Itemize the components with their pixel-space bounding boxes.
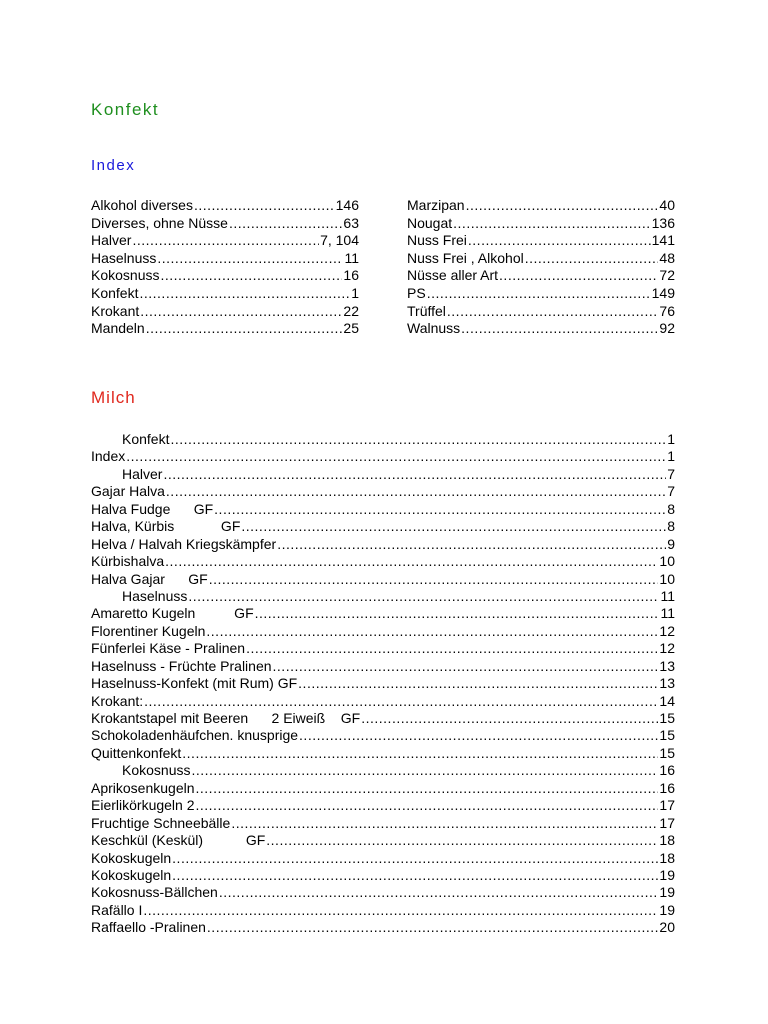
entry-page-number: 16 <box>343 267 359 284</box>
section-heading-milch: Milch <box>91 388 136 407</box>
dot-leader <box>170 431 666 448</box>
entry-page-number: 8 <box>667 518 675 535</box>
entry-page-number: 14 <box>659 692 675 709</box>
entry-label: Krokantstapel mit Beeren 2 Eiweiß GF <box>91 710 361 726</box>
entry-page-number: 8 <box>667 500 675 517</box>
dot-leader <box>361 710 658 727</box>
dot-leader <box>499 267 658 285</box>
entry-label: Haselnuss <box>122 587 188 604</box>
entry-label: Haselnuss-Konfekt (mit Rum) GF <box>91 675 298 692</box>
toc-entry[interactable] <box>91 466 675 483</box>
index-entry[interactable] <box>407 197 675 215</box>
entry-page-number: 7, 104 <box>320 232 359 249</box>
entry-label: Kokoskugeln <box>91 849 172 866</box>
toc-entry[interactable] <box>91 431 675 448</box>
entry-page-number: 18 <box>659 832 675 849</box>
entry-page-number: 11 <box>660 587 675 604</box>
entry-page-number: 25 <box>343 320 359 337</box>
dot-leader <box>299 727 658 744</box>
entry-label: Kokoskugeln <box>91 866 172 883</box>
dot-leader <box>140 303 342 321</box>
dot-leader <box>466 197 659 215</box>
entry-page-number: 11 <box>660 605 675 622</box>
entry-page-number: 22 <box>343 302 359 319</box>
entry-label: Nougat <box>407 214 453 231</box>
toc-entry[interactable] <box>91 553 675 570</box>
entry-page-number: 40 <box>659 197 675 213</box>
index-entry[interactable] <box>91 250 359 268</box>
toc-entry[interactable] <box>91 571 675 588</box>
dot-leader <box>273 658 659 675</box>
index-entry[interactable] <box>91 232 359 250</box>
dot-leader <box>160 267 342 285</box>
toc-entry[interactable] <box>91 780 675 797</box>
entry-page-number: 19 <box>659 901 675 918</box>
entry-label: Raffaello -Pralinen <box>91 919 206 936</box>
toc-entry[interactable] <box>91 815 675 832</box>
entry-label: Halva Gajar GF <box>91 570 208 587</box>
index-entry[interactable] <box>407 250 675 268</box>
entry-page-number: 149 <box>651 284 675 301</box>
entry-page-number: 18 <box>659 849 675 866</box>
dot-leader <box>229 215 342 233</box>
toc-entry[interactable] <box>91 919 675 936</box>
entry-page-number: 19 <box>659 866 675 883</box>
toc-entry[interactable] <box>91 501 675 518</box>
entry-label: Rafällo I <box>91 901 143 918</box>
index-entry[interactable] <box>91 320 359 338</box>
entry-page-number: 7 <box>667 465 675 482</box>
table-of-contents <box>91 431 675 937</box>
dot-leader <box>163 466 666 483</box>
toc-entry[interactable] <box>91 588 675 605</box>
dot-leader <box>132 232 319 250</box>
entry-label: Kokosnuss <box>91 267 160 284</box>
toc-entry[interactable] <box>91 884 675 901</box>
index-entry[interactable] <box>407 285 675 303</box>
entry-label: Krokant: <box>91 692 144 709</box>
toc-entry[interactable] <box>91 867 675 884</box>
dot-leader <box>172 850 658 867</box>
toc-entry[interactable] <box>91 762 675 779</box>
entry-label: Krokant <box>91 302 140 319</box>
index-column-left <box>91 197 359 338</box>
entry-page-number: 1 <box>667 448 675 465</box>
index-column-right <box>407 197 675 338</box>
dot-leader <box>126 448 666 465</box>
section-heading-konfekt: Konfekt <box>91 100 160 119</box>
entry-label: Halva, Kürbis GF <box>91 518 241 535</box>
entry-page-number: 16 <box>659 779 675 796</box>
dot-leader <box>165 553 658 570</box>
dot-leader <box>188 588 659 605</box>
entry-label: Kokosnuss <box>122 762 191 779</box>
index-entry[interactable] <box>407 320 675 338</box>
toc-entry[interactable] <box>91 536 675 553</box>
dot-leader <box>298 675 658 692</box>
toc-entry[interactable] <box>91 850 675 867</box>
dot-leader <box>182 745 658 762</box>
dot-leader <box>427 285 651 303</box>
entry-label: PS <box>407 284 426 301</box>
entry-page-number: 15 <box>659 744 675 761</box>
dot-leader <box>277 536 666 553</box>
entry-page-number: 15 <box>659 710 675 726</box>
dot-leader <box>461 320 658 338</box>
toc-entry[interactable] <box>91 448 675 465</box>
dot-leader <box>166 483 666 500</box>
entry-page-number: 7 <box>667 483 675 500</box>
entry-label: Gajar Halva <box>91 483 165 500</box>
entry-label: Konfekt <box>122 431 170 447</box>
entry-label: Konfekt <box>91 284 139 301</box>
subheading-index: Index <box>91 157 136 174</box>
index-entry[interactable] <box>91 197 359 215</box>
dot-leader <box>191 762 658 779</box>
dot-leader <box>453 215 650 233</box>
dot-leader <box>246 640 658 657</box>
entry-page-number: 76 <box>659 302 675 319</box>
index-entry[interactable] <box>407 215 675 233</box>
entry-page-number: 12 <box>659 622 675 639</box>
entry-label: Marzipan <box>407 197 465 213</box>
toc-entry[interactable] <box>91 675 675 692</box>
entry-label: Schokoladenhäufchen. knusprige <box>91 727 299 744</box>
entry-page-number: 10 <box>659 553 675 570</box>
entry-page-number: 19 <box>659 884 675 901</box>
entry-label: Nuss Frei <box>407 232 467 249</box>
entry-page-number: 13 <box>659 657 675 674</box>
entry-page-number: 48 <box>659 249 675 266</box>
dot-leader <box>172 867 658 884</box>
entry-page-number: 12 <box>659 640 675 657</box>
toc-entry[interactable] <box>91 832 675 849</box>
entry-page-number: 1 <box>351 284 359 301</box>
entry-label: Alkohol diverses <box>91 197 193 213</box>
index-entry[interactable] <box>91 267 359 285</box>
toc-entry[interactable] <box>91 640 675 657</box>
entry-page-number: 11 <box>344 249 359 266</box>
dot-leader <box>144 693 658 710</box>
dot-leader <box>255 605 660 622</box>
entry-label: Halver <box>91 232 132 249</box>
dot-leader <box>194 197 335 215</box>
entry-page-number: 146 <box>335 197 359 213</box>
entry-label: Florentiner Kugeln <box>91 622 206 639</box>
entry-page-number: 16 <box>659 762 675 779</box>
dot-leader <box>196 780 659 797</box>
entry-page-number: 136 <box>651 214 675 231</box>
entry-label: Eierlikörkugeln 2 <box>91 797 195 814</box>
entry-label: Kürbishalva <box>91 553 165 570</box>
toc-entry[interactable] <box>91 623 675 640</box>
entry-label: Quittenkonfekt <box>91 744 182 761</box>
index-entry[interactable] <box>407 232 675 250</box>
dot-leader <box>146 320 343 338</box>
entry-page-number: 10 <box>659 570 675 587</box>
index-entry[interactable] <box>91 285 359 303</box>
entry-label: Haselnuss <box>91 249 157 266</box>
dot-leader <box>214 501 666 518</box>
dot-leader <box>139 285 350 303</box>
entry-page-number: 92 <box>659 320 675 337</box>
dot-leader <box>231 815 658 832</box>
index-entry[interactable] <box>407 267 675 285</box>
toc-entry[interactable] <box>91 693 675 710</box>
toc-entry[interactable] <box>91 518 675 535</box>
toc-entry[interactable] <box>91 902 675 919</box>
entry-label: Keschkül (Keskül) GF <box>91 832 266 849</box>
toc-entry[interactable] <box>91 745 675 762</box>
dot-leader <box>196 797 659 814</box>
entry-label: Fruchtige Schneebälle <box>91 814 231 831</box>
entry-label: Aprikosenkugeln <box>91 779 195 796</box>
entry-label: Kokosnuss-Bällchen <box>91 884 218 901</box>
entry-label: Haselnuss - Früchte Pralinen <box>91 657 272 674</box>
dot-leader <box>219 884 659 901</box>
entry-label: Trüffel <box>407 302 446 319</box>
entry-label: Walnuss <box>407 320 461 337</box>
dot-leader <box>157 250 343 268</box>
entry-page-number: 141 <box>651 232 675 249</box>
dot-leader <box>447 303 659 321</box>
dot-leader <box>468 232 651 250</box>
entry-label: Halver <box>122 465 163 482</box>
entry-label: Index <box>91 448 126 465</box>
dot-leader <box>143 902 658 919</box>
entry-label: Helva / Halvah Kriegskämpfer <box>91 535 277 552</box>
entry-label: Nüsse aller Art <box>407 267 499 284</box>
entry-label: Halva Fudge GF <box>91 500 214 517</box>
entry-page-number: 15 <box>659 727 675 744</box>
dot-leader <box>266 832 658 849</box>
dot-leader <box>525 250 659 268</box>
entry-page-number: 1 <box>667 431 675 447</box>
entry-label: Mandeln <box>91 320 145 337</box>
dot-leader <box>207 919 659 936</box>
toc-entry[interactable] <box>91 483 675 500</box>
entry-label: Fünferlei Käse - Pralinen <box>91 640 246 657</box>
entry-label: Diverses, ohne Nüsse <box>91 214 228 231</box>
entry-page-number: 63 <box>343 214 359 231</box>
entry-label: Amaretto Kugeln GF <box>91 605 254 622</box>
entry-page-number: 20 <box>659 919 675 936</box>
toc-entry[interactable] <box>91 727 675 744</box>
dot-leader <box>241 518 666 535</box>
entry-label: Nuss Frei , Alkohol <box>407 249 524 266</box>
entry-page-number: 72 <box>659 267 675 284</box>
toc-entry[interactable] <box>91 710 675 727</box>
index-entry[interactable] <box>91 303 359 321</box>
entry-page-number: 9 <box>667 535 675 552</box>
index-entry[interactable] <box>91 215 359 233</box>
entry-page-number: 13 <box>659 675 675 692</box>
dot-leader <box>209 571 659 588</box>
entry-page-number: 17 <box>659 814 675 831</box>
toc-entry[interactable] <box>91 797 675 814</box>
toc-entry[interactable] <box>91 658 675 675</box>
entry-page-number: 17 <box>659 797 675 814</box>
index-entry[interactable] <box>407 303 675 321</box>
toc-entry[interactable] <box>91 605 675 622</box>
dot-leader <box>206 623 658 640</box>
